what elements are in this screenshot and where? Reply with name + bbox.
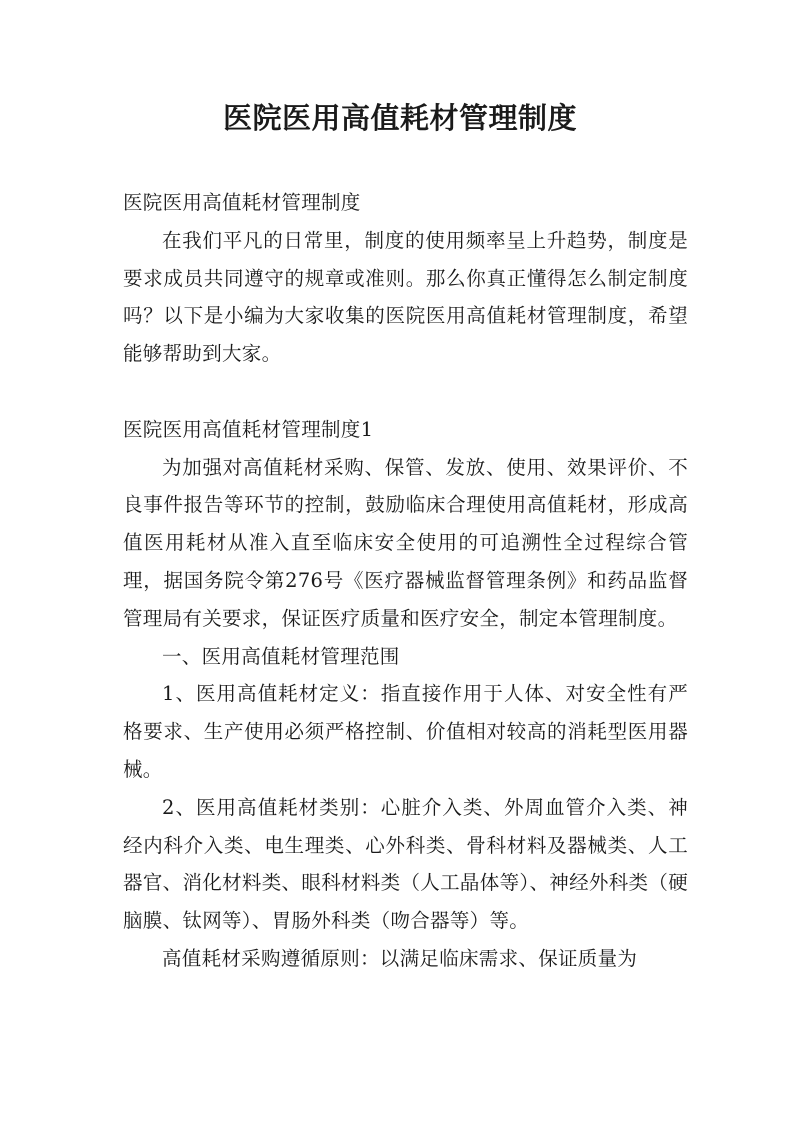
paragraph-gap — [123, 373, 688, 411]
section1-paragraph: 为加强对高值耗材采购、保管、发放、使用、效果评价、不良事件报告等环节的控制，鼓励临床合理使用高值耗材，形成高值医用耗材从准入直至临床安全使用的可追溯性全过程综合管理，据国务院令第276号《医疗器械监督管理条例》和药品监督管理局有关要求，保证医疗质量和医疗安全，制定本管理制度。 — [123, 455, 688, 630]
intro-heading: 医院医用高值耗材管理制度 — [123, 191, 361, 214]
document-body — [123, 184, 688, 978]
intro-paragraph: 在我们平凡的日常里，制度的使用频率呈上升趋势，制度是要求成员共同遵守的规章或准则。那么你真正懂得怎么制定制度吗？以下是小编为大家收集的医院医用高值耗材管理制度，希望能够帮助到大家。 — [123, 228, 688, 366]
section1-heading: 医院医用高值耗材管理制度1 — [123, 417, 374, 441]
principle-paragraph: 高值耗材采购遵循原则：以满足临床需求、保证质量为 — [162, 946, 638, 970]
definition-paragraph: 1、医用高值耗材定义：指直接作用于人体、对安全性有严格要求、生产使用必须严格控制、价值相对较高的消耗型医用器械。 — [123, 682, 688, 781]
document-title: 医院医用高值耗材管理制度 — [222, 101, 577, 135]
scope-heading: 一、医用高值耗材管理范围 — [162, 644, 400, 668]
category-paragraph: 2、医用高值耗材类别：心脏介入类、外周血管介入类、神经内科介入类、电生理类、心外科类、骨科材料及器械类、人工器官、消化材料类、眼科材料类（人工晶体等）、神经外科类（硬脑膜、钛网等）、胃肠外科类（吻合器等）等。 — [123, 795, 688, 933]
